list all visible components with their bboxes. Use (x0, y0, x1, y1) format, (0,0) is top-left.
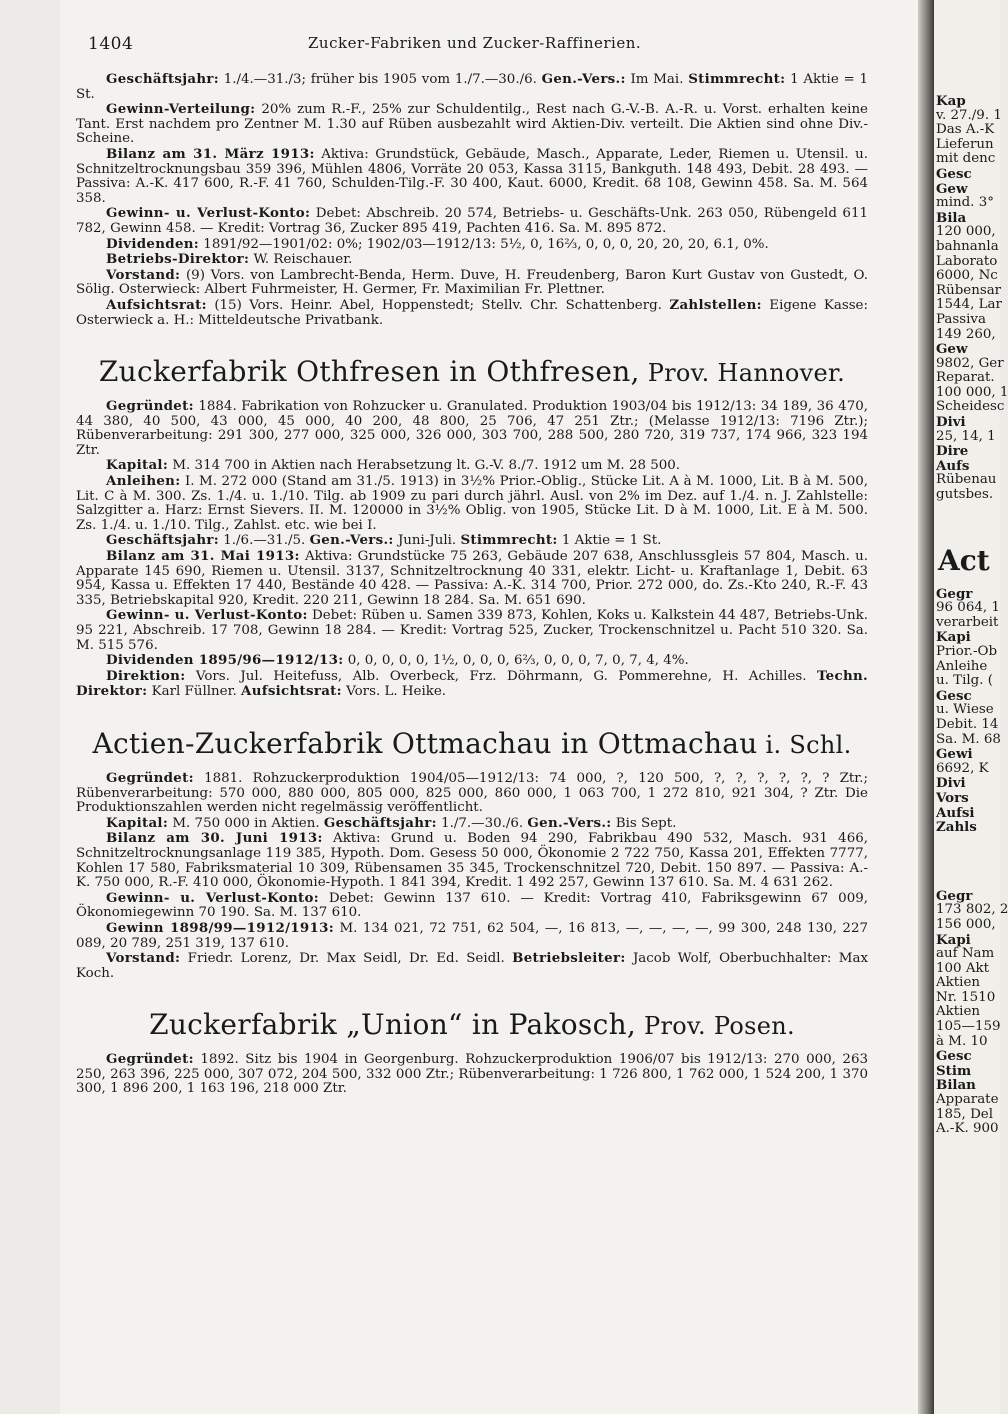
entry-paragraph (76, 268, 868, 298)
entry-paragraph (76, 891, 868, 921)
field-text: Debet: Gewinn 137 610. — Kredit: Vortrag 410, Fabriksgewinn 67 009, Ökonomiegewinn 70 190. Sa. M. 137 610. (76, 890, 868, 921)
facing-page-line: 96 064, 1 (936, 600, 1000, 616)
facing-page-line: Aktien (936, 975, 980, 991)
field-label: Vorstand: (106, 950, 181, 967)
facing-page-line: Aufs (936, 457, 970, 474)
field-text: Debet: Rüben u. Samen 339 873, Kohlen, Koks u. Kalkstein 44 487, Betriebs-Unk. 95 221, Abschreib. 17 708, Gewinn 18 284. — Kredit: Vortrag 525, Zucker, Trockenschnitzel u. Pacht 510 320. Sa. M. 515 576. (76, 608, 869, 653)
facing-page-line: Gesc (936, 165, 972, 182)
facing-page-line: Rübensar (936, 282, 1002, 298)
entry-paragraph (76, 252, 868, 268)
field-label: Bilanz am 30. Juni 1913: (106, 830, 323, 847)
field-label: Gewinn-Verteilung: (106, 101, 256, 118)
field-label: Gegründet: (106, 1051, 194, 1068)
section-othfresen (76, 399, 868, 700)
field-text: Vors. Jul. Heitefuss, Alb. Overbeck, Frz. Döhrmann, G. Pommerehne, H. Achilles. (185, 668, 817, 684)
facing-page-line: Divi (936, 775, 966, 792)
book-gutter (918, 0, 934, 1414)
field-label: Bilanz am 31. März 1913: (106, 145, 315, 162)
facing-page-line: 185, Del (936, 1106, 994, 1122)
facing-page-line: bahnanla (936, 238, 999, 254)
entry-paragraph (76, 147, 868, 206)
entry-paragraph (76, 237, 868, 253)
entry-paragraph (76, 298, 868, 328)
facing-page-line: Apparate (936, 1092, 999, 1108)
field-label: Gewinn- u. Verlust-Konto: (106, 205, 311, 222)
entry-paragraph (76, 533, 868, 549)
facing-page-line: Passiva (936, 311, 986, 327)
facing-page-line: u. Tilg. ( (936, 673, 993, 689)
field-label: Gen.-Vers.: (527, 814, 612, 831)
facing-page-line (934, 835, 1000, 853)
facing-page-line: 6000, Nc (936, 268, 998, 284)
section-ottmachau (76, 771, 868, 981)
facing-page-line: Kapi (936, 629, 971, 646)
facing-page-line: A.-K. 900 (936, 1121, 999, 1137)
field-text: 1./6.—31./5. (219, 533, 310, 549)
entry-paragraph (76, 458, 868, 474)
field-text: 1 Aktie = 1 St. (557, 533, 662, 549)
facing-page-line: mind. 3° (936, 195, 994, 211)
field-label: Aufsichtsrat: (106, 296, 207, 313)
field-text: M. 134 021, 72 751, 62 504, —, 16 813, —, —, —, —, 99 300, 248 130, 227 089, 20 789, 251 319, 137 610. (76, 920, 868, 951)
field-label: Gewinn- u. Verlust-Konto: (106, 889, 319, 906)
facing-page-line (934, 503, 1000, 521)
entry-paragraph (76, 816, 868, 832)
entry-paragraph (76, 653, 868, 669)
field-text: 1./7.—30./6. (436, 815, 528, 831)
facing-page-line: Zahls (936, 819, 977, 836)
facing-page-line: 25, 14, 1 (936, 428, 996, 444)
facing-page-line: Stim (936, 1062, 972, 1079)
field-label: Geschäftsjahr: (106, 71, 219, 87)
facing-page-line: 9802, Ger (936, 355, 1004, 371)
entry-paragraph (76, 771, 868, 816)
field-label: Kapital: (106, 814, 169, 831)
entry-paragraph (76, 608, 868, 653)
facing-page-line: Gesc (936, 687, 972, 704)
facing-page-line: Gewi (936, 746, 973, 763)
field-label: Zahlstellen: (669, 296, 762, 313)
field-text: Aktiva: Grund u. Boden 94 290, Fabrikbau 490 532, Masch. 931 466, Schnitzeltrocknungsanlage 119 385, Hypoth. Dom. Gesess 50 000, Ökonomie 2 722 750, Kassa 201, Effekten 7777, Kohlen 17 580, Fabriksmaterial 10 309, Rübensamen 35 345, Trockenschnitzel 720, Debit. 150 897. — Passiva: A.-K. 750 000, R.-F. 410 000, Ökonomie-Hypoth. 1 841 394, Kredit. 1 492 257, Gewinn 137 610. Sa. M. 4 631 262. (76, 831, 868, 891)
facing-page-line: 100 Akt (936, 960, 989, 976)
entry-paragraph (76, 1052, 868, 1097)
entry-paragraph (76, 399, 868, 458)
facing-page-line: Divi (936, 414, 966, 431)
facing-page-line: Dire (936, 443, 969, 460)
facing-page-line: Kap (936, 93, 966, 109)
section-company-entry-continued (76, 72, 868, 328)
facing-page-line: 1544, Lar (936, 297, 1002, 313)
facing-page-line: Nr. 1510 (936, 989, 996, 1005)
facing-page-line: mit denc (936, 151, 996, 167)
facing-page-line: Rübenau (936, 472, 997, 488)
field-label: Betriebsleiter: (512, 950, 626, 967)
field-text: Aktiva: Grundstück, Gebäude, Masch., Apparate, Leder, Riemen u. Utensil. u. Schnitzeltrocknungsbau 359 396, Mühlen 4806, Vorräte 20 053, Kassa 3115, Bankguth. 148 493, Debit. 28 493. — Passiva: A.-K. 417 600, R.-F. 41 760, Schulden-Tilg.-F. 30 400, Kaut. 6000, Kredit. 68 108, Gewinn 458. Sa. M. 564 358. (76, 146, 868, 206)
entry-paragraph (76, 102, 868, 147)
facing-page-line: Vors (936, 789, 969, 806)
entry-paragraph (76, 921, 868, 951)
field-text: (15) Vors. Heinr. Abel, Hoppenstedt; Stellv. Chr. Schattenberg. (206, 297, 670, 313)
running-title: Zucker-Fabriken und Zucker-Raffinerien. (308, 34, 642, 52)
field-text: M. 750 000 in Aktien. (168, 815, 324, 831)
facing-page-line: Scheidesc (936, 399, 1005, 415)
facing-page-line: à M. 10 (936, 1033, 988, 1049)
field-label: Kapital: (106, 457, 169, 474)
facing-page-line: Kapi (936, 931, 971, 948)
field-label: Stimmrecht: (688, 71, 786, 87)
entry-paragraph (76, 72, 868, 102)
facing-page-line: Bilan (936, 1077, 976, 1094)
facing-page-line: Gew (936, 180, 968, 197)
field-text: 1884. Fabrikation von Rohzucker u. Granulated. Produktion 1903/04 bis 1912/13: 34 189, 36 470, 44 380, 40 500, 43 000, 45 000, 40 200, 48 800, 25 706, 47 251 Ztr.; (Melasse 1912/13: 7196 Ztr.); Rübenverarbeitung: 291 300, 277 000, 325 000, 326 000, 303 700, 288 500, 280 720, 319 737, 174 966, 323 194 Ztr. (76, 399, 868, 458)
field-text: M. 314 700 in Aktien nach Herabsetzung lt. G.-V. 8./7. 1912 um M. 28 500. (168, 458, 681, 474)
facing-page-line: gutsbes. (936, 487, 994, 503)
section-pakosch (76, 1052, 868, 1097)
field-label: Gewinn- u. Verlust-Konto: (106, 607, 308, 624)
facing-page-line: Sa. M. 68 (936, 731, 1001, 747)
field-text: 1881. Rohzuckerproduktion 1904/05—1912/13: 74 000, ?, 120 500, ?, ?, ?, ?, ?, ? Ztr.; Rübenverarbeitung: 570 000, 880 000, 805 000, 825 000, 860 000, 1 063 700, 1 272 810, 921 304, ? Ztr. Die Produktionszahlen werden nicht regelmässig veröffentlicht. (76, 770, 868, 816)
field-label: Gen.-Vers.: (309, 532, 394, 549)
facing-page-line: Anleihe (936, 658, 988, 674)
facing-page-line: Aufsi (936, 804, 975, 821)
facing-page-line: Debit. 14 (936, 716, 999, 732)
field-label: Anleihen: (106, 473, 181, 490)
facing-page-line: Gesc (936, 1048, 972, 1065)
facing-page-line (934, 853, 1000, 871)
facing-page-line: Lieferun (936, 136, 994, 152)
text-column (76, 72, 868, 1097)
field-text: Bis Sept. (611, 815, 677, 831)
field-label: Stimmrecht: (460, 532, 558, 549)
facing-page-line: verarbeit (936, 614, 999, 630)
facing-page-line: 120 000, (936, 224, 996, 240)
field-text: Debet: Abschreib. 20 574, Betriebs- u. Geschäfts-Unk. 263 050, Rübengeld 611 782, Gewinn 458. — Kredit: Vortrag 36, Zucker 895 419, Pachten 416. Sa. M. 895 872. (76, 206, 868, 236)
facing-page-line: Prior.-Ob (936, 644, 998, 659)
facing-page-edge (934, 0, 1008, 1414)
field-text: Im Mai. (625, 72, 689, 87)
company-heading-ottmachau: Actien-Zuckerfabrik Ottmachau in Ottmachau i. Schl. (92, 726, 852, 760)
entry-paragraph (76, 831, 868, 890)
entry-paragraph (76, 474, 868, 533)
field-label: Dividenden 1895/96—1912/13: (106, 652, 344, 669)
facing-page-line: Reparat. (936, 370, 995, 386)
field-text: 20% zum R.-F., 25% zur Schuldentilg., Rest nach G.-V.-B. A.-R. u. Vorst. erhalten keine Tant. Erst nachdem pro Zentner M. 1.30 auf Rüben ausbezahlt wird Aktien-Div. verteilt. Die Aktien sind ohne Div.-Scheine. (76, 102, 868, 147)
field-text: Karl Füllner. (147, 684, 242, 700)
field-text: Jacob Wolf, Oberbuchhalter: Max Koch. (76, 951, 868, 981)
field-text: 1891/92—1901/02: 0%; 1902/03—1912/13: 5½, 0, 16⅔, 0, 0, 0, 20, 20, 20, 6.1, 0%. (199, 236, 769, 252)
field-text: I. M. 272 000 (Stand am 31./5. 1913) in 3½% Prior.-Oblig., Stücke Lit. A à M. 1000, Lit. B à M. 500, Lit. C à M. 300. Zs. 1./4. u. 1./10. Tilg. ab 1909 zu pari durch jährl. Ausl. von 2% im Dez. auf 1./4. n. J. Zahlstelle: Salzgitter a. Harz: Ernst Sievers. II. M. 120000 in 3½% Oblig. von 1905, Stücke Lit. D à M. 1000, Lit. E à M. 500. Zs. 1./4. u. 1./10. Tilg., Zahlst. etc. wie bei I. (76, 474, 868, 533)
field-label: Direktion: (106, 667, 186, 684)
entry-paragraph (76, 549, 868, 608)
facing-page-line: u. Wiese (936, 702, 994, 718)
field-label: Dividenden: (106, 235, 200, 252)
facing-page-line: 149 260, (936, 326, 996, 342)
company-heading-pakosch: Zuckerfabrik „Union“ in Pakosch, Prov. Posen. (149, 1008, 795, 1042)
field-text: (9) Vors. von Lambrecht-Benda, Herm. Duve, H. Freudenberg, Baron Kurt Gustav von Gustedt, O. Sölig. Osterwieck: Albert Fuhrmeister, H. Germer, Fr. Maximilian Fr. Plettner. (76, 267, 868, 298)
facing-page-line: Act (938, 543, 990, 577)
company-heading-othfresen: Zuckerfabrik Othfresen in Othfresen, Prov. Hannover. (98, 355, 846, 389)
facing-page-line: 156 000, (936, 916, 996, 932)
field-text: Vors. L. Heike. (341, 684, 447, 700)
facing-page-line: auf Nam (936, 946, 995, 962)
page-header (88, 34, 868, 58)
field-label: Geschäftsjahr: (106, 532, 219, 549)
facing-page-line: Gegr (936, 585, 973, 602)
field-text: 1892. Sitz bis 1904 in Georgenburg. Rohzuckerproduktion 1906/07 bis 1912/13: 270 000, 263 250, 263 396, 225 000, 307 072, 204 500, 332 000 Ztr.; Rübenverarbeitung: 1 726 800, 1 762 000, 1 524 200, 1 370 300, 1 896 200, 1 163 196, 218 000 Ztr. (76, 1052, 868, 1097)
entry-paragraph (76, 206, 868, 236)
field-label: Gegründet: (106, 398, 194, 415)
field-text: W. Reischauer. (249, 252, 353, 268)
facing-page-line: 100 000, 1 (936, 384, 1008, 400)
field-label: Gewinn 1898/99—1912/1913: (106, 919, 334, 936)
facing-page-line: 173 802, 2 (936, 902, 1008, 918)
field-text: 0, 0, 0, 0, 0, 1½, 0, 0, 0, 6⅔, 0, 0, 0, 7, 0, 7, 4, 4%. (343, 653, 689, 669)
facing-page-line: Gew (936, 341, 968, 358)
field-text: 1 Aktie = 1 St. (76, 72, 868, 102)
facing-page-line: 105—159 (936, 1019, 1001, 1035)
field-text: Eigene Kasse: Osterwieck a. H.: Mitteldeutsche Privatbank. (76, 297, 868, 328)
facing-page-line: Laborato (936, 253, 998, 269)
field-text: Aktiva: Grundstücke 75 263, Gebäude 207 638, Anschlussgleis 57 804, Masch. u. Apparate 145 690, Riemen u. Utensil. 3137, Schnitzeltrocknung 40 331, elektr. Licht- u. Kraftanlage 1, Debit. 63 954, Kassa u. Effekten 17 440, Bestände 40 428. — Passiva: A.-K. 314 700, Prior. 272 000, do. Zs.-Kto 240, R.-F. 43 335, Betriebskapital 920, Kredit. 220 211, Gewinn 18 284. Sa. M. 651 690. (76, 549, 868, 608)
field-text: Friedr. Lorenz, Dr. Max Seidl, Dr. Ed. Seidl. (180, 951, 513, 967)
field-text: Juni-Juli. (393, 533, 461, 549)
entry-paragraph (76, 669, 868, 700)
facing-page-line: Bila (936, 209, 967, 226)
facing-page-line (934, 871, 1000, 889)
facing-page-line: Gegr (936, 887, 973, 904)
entry-paragraph (76, 951, 868, 981)
facing-page-line: Das A.-K (936, 122, 995, 138)
field-label: Geschäftsjahr: (323, 814, 437, 831)
facing-page-line: 6692, K (936, 760, 989, 776)
field-label: Betriebs-Direktor: (106, 251, 250, 268)
field-text: 1./4.—31./3; früher bis 1905 vom 1./7.—30./6. (219, 72, 542, 87)
page-number: 1404 (88, 34, 134, 54)
facing-page-line: Aktien (936, 1004, 980, 1020)
field-label: Techn. Direktor: (76, 667, 868, 700)
field-label: Vorstand: (106, 266, 181, 283)
field-label: Gegründet: (106, 769, 194, 786)
field-label: Gen.-Vers.: (541, 71, 626, 87)
facing-page-line: v. 27./9. 1 (936, 107, 1002, 123)
field-label: Bilanz am 31. Mai 1913: (106, 548, 300, 565)
field-label: Aufsichtsrat: (241, 683, 342, 700)
